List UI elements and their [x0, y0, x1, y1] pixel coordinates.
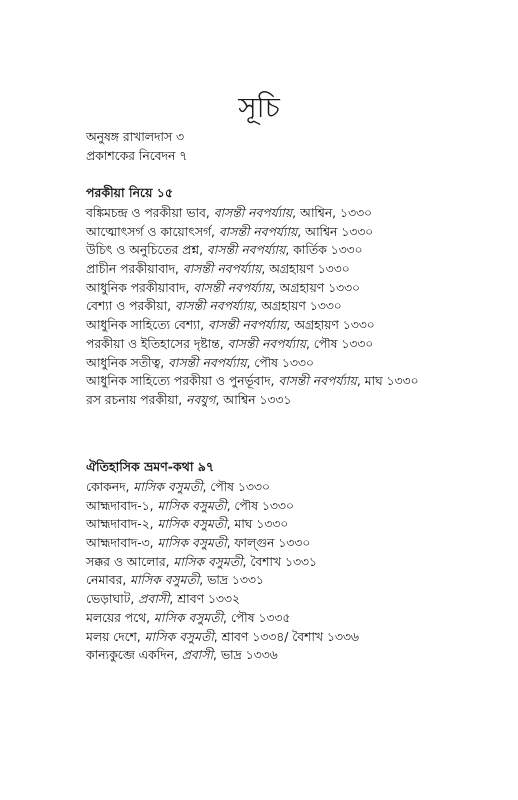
entry-title: পরকীয়া ও ইতিহাসের দৃষ্টান্ত, — [86, 336, 228, 351]
entry-title: বেশ্যা ও পরকীয়া, — [86, 299, 175, 314]
section-heading: পরকীয়া নিয়ে ১৫ — [86, 185, 174, 200]
entry-date: , অগ্রহায়ণ ১৩৩০ — [286, 318, 375, 333]
entry-title: কান্যকুব্জে একদিন, — [86, 648, 182, 663]
toc-entry — [86, 391, 506, 410]
magazine-name: বাসন্তী নবপর্য্যায় — [174, 299, 254, 314]
magazine-name: মাসিক বসুমতী — [173, 554, 243, 569]
entry-title: প্রাচীন পরকীয়াবাদ, — [86, 262, 183, 277]
toc-entry — [86, 590, 506, 609]
toc-entry — [86, 241, 506, 260]
entry-date: , ফাল্গুন ১৩৩০ — [226, 536, 311, 551]
entry-title: উচিৎ ও অনুচিতের প্রশ্ন, — [86, 243, 207, 258]
magazine-name: মাসিক বসুমতী — [130, 573, 200, 588]
magazine-name: মাসিক বসুমতী — [157, 498, 227, 513]
front-matter-item: অনুষঙ্গ রাখালদাস ৩ — [86, 130, 185, 144]
toc-entry — [86, 515, 506, 534]
entry-title: ভেড়াঘাট, — [86, 592, 139, 607]
entry-title: নেমাবর, — [86, 573, 131, 588]
entry-date: , আশ্বিন, ১৩৩০ — [292, 206, 372, 220]
toc-entry — [86, 571, 506, 590]
toc-entry — [86, 534, 506, 553]
magazine-name: বাসন্তী নবপর্য্যায় — [278, 374, 357, 389]
magazine-name: প্রবাসী — [181, 648, 213, 663]
toc-entry — [86, 335, 506, 354]
toc-entry — [86, 372, 506, 391]
entry-title: আধুনিক সতীত্ব, — [86, 355, 169, 370]
entry-title: আধুনিক পরকীয়াবাদ, — [86, 280, 194, 295]
toc-entry — [86, 609, 506, 628]
toc-entry — [86, 316, 506, 335]
magazine-name: বাসন্তী নবপর্য্যায় — [213, 206, 293, 220]
entry-title: আহ্মদাবাদ-২, — [86, 517, 158, 532]
magazine-name: প্রবাসী — [138, 592, 170, 607]
toc-entry — [86, 260, 506, 279]
entry-date: , ভাদ্র ১৩৩১ — [199, 573, 264, 588]
magazine-name: মাসিক বসুমতী — [157, 517, 227, 532]
magazine-name: মাসিক বসুমতী — [133, 480, 203, 494]
entry-title: আহ্মদাবাদ-১, — [86, 498, 158, 513]
toc-entry — [86, 478, 506, 497]
entry-date: , শ্রাবণ ১৩৩২ — [169, 592, 240, 607]
entry-date: , কার্তিক ১৩৩০ — [285, 243, 363, 258]
entry-date: , মাঘ ১৩৩০ — [226, 517, 289, 532]
entry-date: , অগ্রহায়ণ ১৩৩০ — [271, 280, 361, 295]
entry-title: আত্মোৎসর্গ ও কায়োৎসর্গ, — [86, 224, 219, 239]
front-matter-list — [86, 128, 506, 165]
magazine-name: বাসন্তী নবপর্য্যায় — [207, 318, 287, 333]
magazine-name: বাসন্তী নবপর্য্যায় — [206, 243, 286, 258]
magazine-name: বাসন্তী নবপর্য্যায় — [227, 336, 306, 351]
entry-title: বঙ্কিমচন্দ্র ও পরকীয়া ভাব, — [86, 206, 214, 220]
section-parakiya — [86, 182, 506, 410]
entry-title: মলয় দেশে, — [86, 629, 145, 644]
section-heading: ঐতিহাসিক ভ্রমণ-কথা ৯৭ — [86, 459, 215, 474]
magazine-name: বাসন্তী নবপর্য্যায় — [168, 355, 247, 370]
entry-date: , পৌষ ১৩৩০ — [202, 480, 270, 494]
toc-entry — [86, 497, 506, 516]
section-travel — [86, 456, 506, 665]
entry-date: , অগ্রহায়ণ ১৩৩০ — [261, 262, 350, 277]
toc-entry — [86, 297, 506, 316]
entry-date: , আশ্বিন ১৩৩০ — [297, 224, 374, 239]
page-title: সূচি — [238, 91, 280, 124]
entry-title: রস রচনায় পরকীয়া, — [86, 392, 187, 407]
entry-date: , আশ্বিন ১৩৩১ — [215, 392, 292, 407]
entry-title: আধুনিক সাহিত্যে পরকীয়া ও পুনর্ভূবাদ, — [86, 374, 279, 389]
magazine-name: মাসিক বসুমতী — [153, 610, 224, 625]
entry-title: সক্কর ও আলোর, — [86, 554, 174, 569]
toc-entry — [86, 553, 506, 572]
entry-date: , অগ্রহায়ণ ১৩৩০ — [253, 299, 342, 314]
magazine-name: মাসিক বসুমতী — [157, 536, 227, 551]
entry-title: আহ্মদাবাদ-৩, — [86, 536, 158, 551]
magazine-name: মাসিক বসুমতী — [144, 629, 214, 644]
magazine-name: বাসন্তী নবপর্য্যায় — [218, 224, 298, 239]
entry-date: , শ্রাবণ ১৩৩৪/ বৈশাখ ১৩৩৬ — [213, 629, 359, 644]
toc-entry — [86, 204, 506, 223]
entry-date: , ভাদ্র ১৩৩৬ — [213, 648, 278, 663]
front-matter-item: প্রকাশকের নিবেদন ৭ — [86, 148, 188, 163]
toc-entry — [86, 223, 506, 242]
entry-date: , পৌষ ১৩৩০ — [305, 336, 374, 351]
entry-title: আধুনিক সাহিত্যে বেশ্যা, — [86, 318, 208, 333]
magazine-name: বাসন্তী নবপর্য্যায় — [193, 280, 272, 295]
entry-title: মলয়ের পথে, — [86, 610, 154, 625]
toc-entry — [86, 628, 506, 647]
entry-date: , পৌষ ১৩৩০ — [246, 355, 314, 370]
toc-entry — [86, 279, 506, 298]
magazine-name: নবযুগ — [186, 392, 216, 407]
toc-entry — [86, 646, 506, 665]
magazine-name: বাসন্তী নবপর্য্যায় — [182, 262, 262, 277]
toc-entry — [86, 354, 506, 373]
entry-date: , বৈশাখ ১৩৩১ — [242, 554, 317, 569]
entry-date: , মাঘ ১৩৩০ — [356, 374, 419, 389]
entry-date: , পৌষ ১৩৩০ — [226, 498, 294, 513]
entry-title: কোকনদ, — [86, 480, 134, 494]
entry-date: , পৌষ ১৩৩৫ — [223, 610, 291, 625]
